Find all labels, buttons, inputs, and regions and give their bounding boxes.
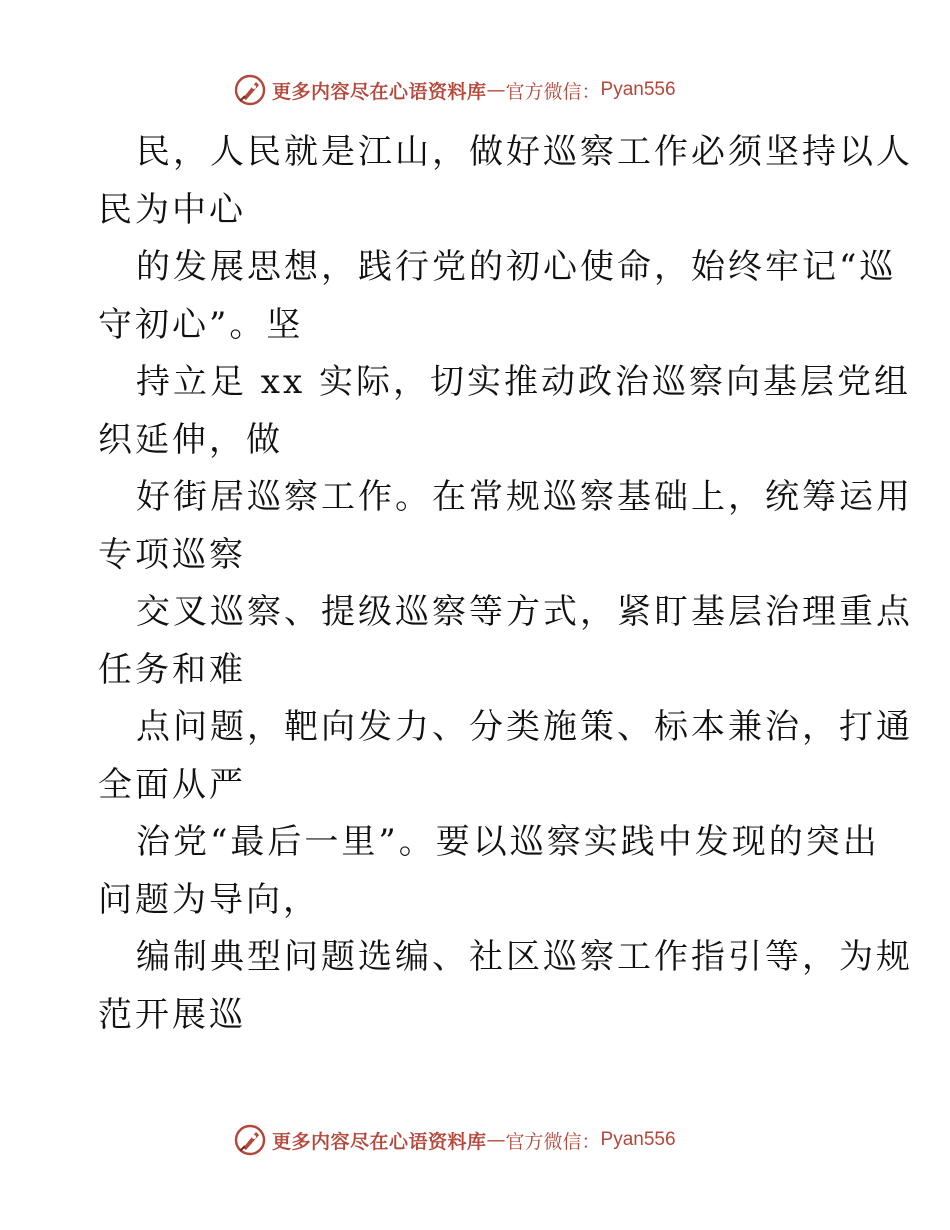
- text-line: 民为中心: [98, 189, 246, 230]
- text-line: 的发展思想，践行党的初心使命，始终牢记“巡: [136, 247, 897, 287]
- text-line: 持立足 xx 实际，切实推动政治巡察向基层党组: [136, 362, 911, 402]
- document-body: [98, 124, 913, 1044]
- text-line: 好街居巡察工作。在常规巡察基础上，统筹运用: [136, 477, 913, 517]
- quill-pen-logo-icon: [234, 74, 266, 106]
- text-line: 编制典型问题选编、社区巡察工作指引等，为规: [136, 937, 913, 977]
- text-line: 问题为导向，: [98, 879, 320, 920]
- banner-brand-text: 更多内容尽在心语资料库: [272, 1130, 487, 1153]
- text-line: 范开展巡: [98, 994, 246, 1035]
- text-line: 民，人民就是江山，做好巡察工作必须坚持以人: [136, 132, 913, 172]
- banner-wechat-label: 官方微信：: [505, 1130, 601, 1153]
- banner-wechat-id: Pyan556: [600, 1129, 676, 1150]
- banner-brand-text: 更多内容尽在心语资料库: [272, 80, 487, 103]
- footer-banner: [234, 1123, 754, 1157]
- header-banner: [234, 73, 754, 107]
- text-line: 守初心”。坚: [98, 304, 304, 345]
- text-line: 治党“最后一里”。要以巡察实践中发现的突出: [136, 822, 880, 862]
- text-line: 交叉巡察、提级巡察等方式，紧盯基层治理重点: [136, 592, 913, 632]
- quill-pen-logo-icon: [234, 1124, 266, 1156]
- text-line: 织延伸，做: [98, 419, 283, 460]
- banner-dash: —: [486, 1129, 506, 1151]
- banner-wechat-id: Pyan556: [600, 79, 676, 100]
- text-line: 任务和难: [98, 649, 246, 690]
- text-line: 专项巡察: [98, 534, 246, 575]
- banner-wechat-label: 官方微信：: [505, 80, 601, 103]
- text-line: 全面从严: [98, 764, 246, 805]
- banner-dash: —: [486, 79, 506, 101]
- text-line: 点问题，靶向发力、分类施策、标本兼治，打通: [136, 707, 913, 747]
